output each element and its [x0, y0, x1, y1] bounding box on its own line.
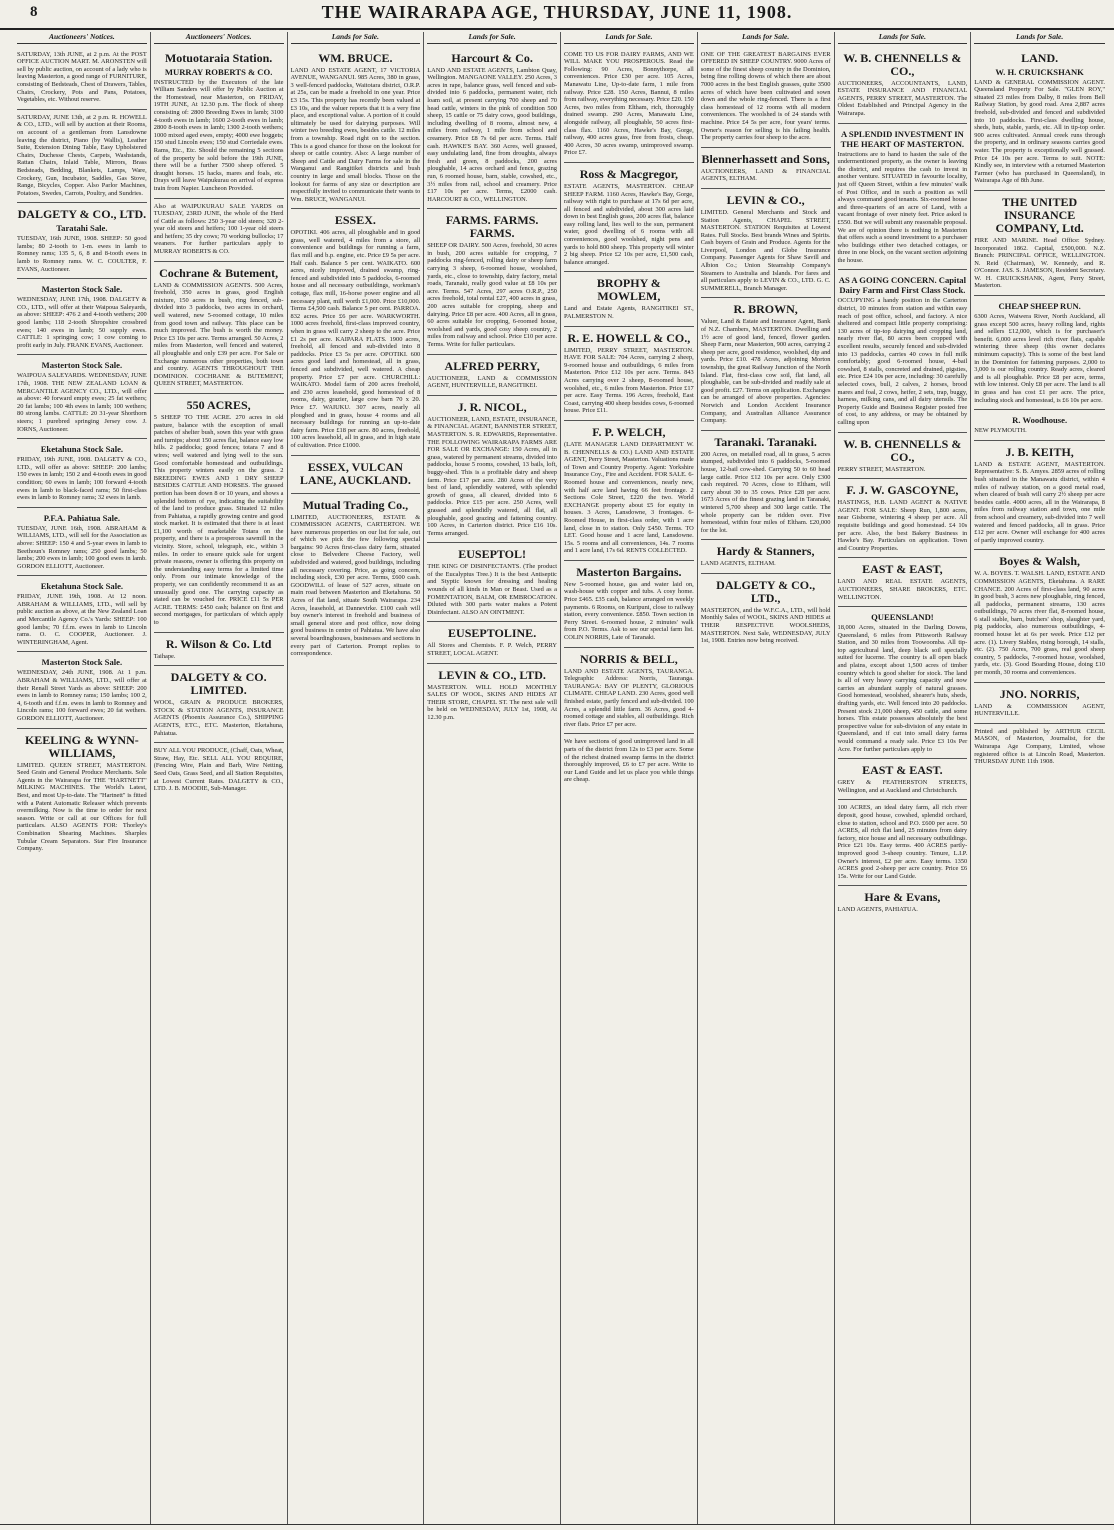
- ad-heading: LAND.: [1021, 50, 1059, 65]
- ad-body: LIMITED, AUCTIONEERS, ESTATE & COMMISSION AGENTS, CARTERTON. WE have numerous properties on our list for sale, out of which we pick the few following special bargains: 90 Acres first-class dairy farm, situated close to Belvedere Cheese Factory, well subdivided and watered, good buildings, including all necessary covering. Price, as going concern, including stock, £30 per acre. Terms, £600 cash. GOODWILL of lease of 527 acres, situate on main road between Masterton and Eketahuna. 50 Acres of flat land, situate South Wairarapa. 234 Acres, leasehold, at Dannevirke. £100 cash will buy owner's interest in freehold and business of small general store and post office, now doing good business in centre of Pahiatua. We have also several boardinghouses, businesses and sections in every part of Carterton. Prompt replies to correspondence.: [290, 513, 421, 658]
- column-3: [288, 32, 425, 1524]
- ad-heading: Blennerhassett and Sons,: [701, 151, 830, 166]
- ad-body: AUCTIONEERS, LAND & FINANCIAL AGENTS, ELTHAM.: [700, 167, 831, 183]
- ad-heading: THE UNITED INSURANCE COMPANY, Ltd.: [995, 194, 1084, 235]
- advertisement: [701, 431, 831, 541]
- ad-heading: W. B. CHENNELLS & CO.,: [843, 436, 962, 464]
- ad-body: AUCTIONEER, LAND, ESTATE, INSURANCE, & FINANCIAL AGENT, BANNISTER STREET, MASTERTON. S. R. EDWARDS, Representative. THE FOLLOWING WAIRARAPA FARMS ARE FOR SALE OR EXCHANGE: 150 Acres, all in grass, watered by permanent streams, divided into paddocks, house 5 rooms, cowshed, 13 bails, loft, buggy-shed. This is a profitable dairy and sheep farm. Price £17 per acre. 280 Acres of the very best of land, splendidly watered, with splendid growth of grass, all cleared, divided into 6 paddocks. Price £15 per acre. 250 Acres, well grassed and splendidly watered, all flat, all ploughable, good grazing and fattening country. 100 Acres, in Carterton district. Price £16 10s. Terms arranged.: [427, 415, 557, 537]
- ad-heading: J. B. KEITH,: [1005, 444, 1074, 459]
- ad-body: FIRE AND MARINE. Head Office: Sydney. Incorporated 1862. Capital, £500,000. N.Z. Branch: PRINCIPAL OFFICE, WELLINGTON. N. Reid (Chairman), W. Kennedy, and R. O'Connor. JAS. S. JAMESON, Resident Secretary. W. H. CRUICKSHANK, Agent, Perry Street, Masterton.: [974, 236, 1105, 290]
- column-header: Lands for Sale.: [838, 32, 968, 44]
- ad-heading: FARMS. FARMS. FARMS.: [445, 213, 539, 241]
- ad-subheading: R. Woodhouse.: [1012, 415, 1068, 426]
- column-1: [14, 32, 151, 1524]
- column-header: Lands for Sale.: [564, 32, 694, 44]
- ad-body: FRIDAY, 19th JUNE, 1908. DALGETY & CO., LTD., will offer as above: SHEEP: 200 lambs; 150 ewes in lamb; 150 2 and 4-tooth ewes in good condition; 60 ewes in lamb; 100 forward 4-tooth ewes in lamb to black-faced rams; 50 first-class ewes in lamb to Romney rams; 32 ewes in lamb.: [17, 456, 147, 502]
- ad-body: Valuer, Land & Estate and Insurance Agent, Bank of N.Z. Chambers, MASTERTON. Dwelling and 1½ acre of good land, fenced, flower garden. Sheep Farm, near Masterton, 900 acres, carrying 2 sheep per acre, good residence, woolshed, dip and yards. Price £10. 478 Acres, adjoining Morton township, the great Railway Junction of the North Island. Flat, first-class cow soil, flat land, all ploughable, can be sub-divided and readily sale at good profit. £27. Terms on application. Exchanges can be arranged of above properties. Agencies: Norwich and London Accident Insurance Company, and Australian Alliance Assurance Company.: [700, 318, 831, 425]
- masthead: [0, 0, 1114, 30]
- column-header: Lands for Sale.: [974, 32, 1105, 44]
- column-6: [698, 32, 835, 1524]
- ad-heading: F. J. W. GASCOYNE,: [846, 483, 959, 498]
- advertisement: [838, 759, 968, 800]
- column-header: Lands for Sale.: [701, 32, 831, 44]
- ad-body: WOOL, GRAIN & PRODUCE BROKERS, STOCK & STATION AGENTS, INSURANCE AGENTS (Phoenix Assurance Co.), SHIPPING AGENTS, ETC., ETC. Masterton, Eketahuna, Pahiatua.: [153, 699, 284, 737]
- ad-heading: DALGETY & CO. LIMITED.: [170, 670, 267, 698]
- ad-subheading: Masterton Stock Sale.: [41, 657, 123, 668]
- advertisement: [154, 394, 284, 633]
- ad-heading: Ross & Macgregor,: [579, 166, 679, 181]
- advertisement: [974, 441, 1105, 551]
- ad-heading: Boyes & Walsh,: [999, 554, 1081, 569]
- ad-body: LAND & COMMISSION AGENTS. 500 Acres, freehold, 350 acres in grass, good English mixture, 150 acres in bush, ring fenced, sub-divided into 3 paddocks, two acres in orchard, well watered, new 5-roomed cottage, 10 miles from good town and railway. This place can be much improved. The bush is worth the money. Price £3 10s per acre. Terms arranged. 50 Acres, 2 miles from Masterton, well fenced and watered, all ploughable and only £39 per acre. For Sale or Exchange numerous other properties, both town and country. AGENTS THROUGHOUT THE DOMINION. COCHRANE & BUTEMENT, QUEEN STREET, MASTERTON.: [153, 281, 284, 388]
- advertisement: [564, 327, 694, 421]
- column-5: [561, 32, 698, 1524]
- advertisement: [17, 355, 147, 439]
- ad-heading: R. Wilson & Co. Ltd: [165, 636, 272, 651]
- ad-subheading: CHEAP SHEEP RUN.: [998, 301, 1081, 312]
- advertisement: [291, 494, 421, 663]
- ad-heading: LEVIN & CO., LTD.: [438, 667, 546, 682]
- ad-body: SATURDAY, 13th JUNE, at 2 p.m. At the POST OFFICE AUCTION MART. M. ARONSTEN will sell by public auction, on account of a lady who is leaving Masterton, a good range of FURNITURE, consisting of Bedsteads, Chest of Drawers, Tables, Chairs, Crockery, Pots and Pans, Potatoes, Vegetables, etc. Without reserve.: [17, 50, 147, 104]
- ad-body: 100 ACRES, an ideal dairy farm, all rich river deposit, good house, cowshed, splendid orchard, close to station, school and P.O. £600 per acre. 50 ACRES, all rich flat land, 25 minutes from dairy factory, nice house and all necessary outbuildings. Price £21 10s. Easy terms. 400 ACRES partly-improved good 3-sheep country. Tenure, L.I.P. Owner's interest, £2 per acre. Easy terms. 1350 ACRES good 2-sheep per acre country. Price £6 15s. Write for our Land Guide.: [837, 804, 968, 880]
- ad-subheading: QUEENSLAND!: [871, 612, 934, 623]
- ad-body: LAND & COMMISSION AGENT, HUNTERVILLE.: [974, 702, 1105, 718]
- advertisement: [291, 209, 421, 455]
- ad-body: LIMITED. General Merchants and Stock and Station Agents, CHAPEL STREET, MASTERTON. STATION Requisites at Lowest Rates. Full Stocks. Best brands Wines and Spirits. Cash buyers of Grain and Produce. Agents for the Liverpool, London and Globe Insurance Company. Passenger Agents for Shaw Savill and Albion Co.; Union Steamship Company's Steamers to Australia and Islands. For fares and all particulars apply to LEVIN & CO., LTD. G. C. SUMMERELL, Branch Manager.: [700, 208, 831, 292]
- ad-body: HASTINGS, H.B. LAND AGENT & NATIVE AGENT. FOR SALE: Sheep Run, 1,800 acres, near Gisborne, wintering 4 sheep per acre. All requisite buildings and good homestead. £4 10s per acre. Also, the best Bakery Business in Hawke's Bay. Particulars on application. Town and Country Properties.: [837, 499, 968, 552]
- ad-body: 6300 Acres, Waiwera River, North Auckland, all grass except 500 acres, heavy rolling land, rights and sellers £12,000, which is for purchaser's benefit. 6,000 acres level rich river flats, capable wintering three sheep (this owner declares minimum capacity). This is some of the best land in the Dominion for fattening purposes. 2,000 to 3,000 is our rolling country. Ready acres, cleared and is all ploughable. Price £8 per acre, terms, with low interest. Only £8 per acre. The land is all in grass and has cost £1 per acre. The price, including stock and homestead, is £6 10s per acre.: [974, 313, 1105, 404]
- advertisement: [838, 800, 968, 886]
- ad-body: PERRY STREET, MASTERTON.: [837, 465, 926, 473]
- ad-heading: J. R. NICOL,: [457, 399, 527, 414]
- ad-heading: Masterton Bargains.: [576, 564, 682, 579]
- column-8: [971, 32, 1108, 1524]
- column-7: [835, 32, 972, 1524]
- advertisement: [427, 396, 557, 544]
- advertisement: [17, 279, 147, 355]
- ad-body: TUESDAY, JUNE 16th, 1908. ABRAHAM & WILLIAMS, LTD., will sell for the Association as above: SHEEP: 150 4 and 5-year ewes in lamb to Beethoun's Romney rams; 250 good lambs; 50 lambs; 200 ewes in lamb; 100 good ewes in lamb. GORDON ELLIOTT, Auctioneer.: [17, 524, 147, 570]
- ad-body: Instructions are to hand to hasten the sale of the undermentioned property, as the owner is leaving the district, and requires the cash to invest in another venture. SITUATED in favourite locality, just off Queen Street, within a few minutes' walk of Post Office, and in such a position as will always command good tenants. Six-roomed house and three-quarters of an acre of Land, with a vacant frontage of over ninety feet. Price asked is £550. But we will submit any reasonable proposal. We are of opinion there is nothing in Masterton that offers such a sound investment to a purchaser who buildings either two detached cottages, or three in one block, on the vacant section adjoining the house.: [837, 150, 968, 264]
- columns: [14, 32, 1108, 1524]
- ad-body: 200 Acres, on metalled road, all in grass, 5 acres stumped, subdivided into 6 paddocks, 5-roomed house, 12-bail cow-shed. Carrying 50 to 60 head large cattle. Price £12 10s per acre. Only £300 cash required. 70 Acres, close to Eltham, will carry about 30 to 35 cows. Price £28 per acre. 1673 Acres of the finest grazing land in Taranaki, wintered 5,700 sheep and 300 large cattle. The whole property can be ridden over. Five homestead, within four miles of Eltham. £20,000 for the lot.: [700, 450, 831, 534]
- ad-body: ONE OF THE GREATEST BARGAINS EVER OFFERED IN SHEEP COUNTRY. 9000 Acres of some of the finest sheep country in the Dominion, being fine rolling downs of which there are about 7000 acres in the best English grasses, quite 3500 acres of which have been cultivated and sown down and the whole ring-fenced. There is a first class homestead of 12 rooms with all modern conveniences. The woolshed is of 24 stands with machine. Price £4 5s per acre, four years' terms. Owner's reason for selling is his failing health. The property carries four sheep to the acre.: [700, 50, 831, 142]
- ad-subheading: Eketahuna Stock Sale.: [40, 444, 124, 455]
- ad-body: SHEEP OR DAIRY. 500 Acres, freehold, 30 acres in bush, 200 acres suitable for cropping, 7 paddocks ring-fenced, rolling dairy or sheep farm carrying 3 sheep, 6-roomed house, woolshed, yards, etc., close to township, dairy factory, metal roads, Taranaki, really good value at £8 10s per acre. Terms. 547 Acres, 297 acres O.R.P., 250 acres freehold, total rental £27, 400 acres in grass, 200 acres suitable for cropping, sheep and dairying. Price £8 per acre. 400 Acres, all in grass, 60 acres suitable for cropping, 6-roomed house, woolshed and yards, good cosy sheep country, 2 miles from railway and school. Price £10 per acre. Terms. Write for fuller particulars.: [427, 242, 557, 348]
- advertisement: [838, 433, 968, 480]
- ad-body: Taihape.: [153, 652, 176, 660]
- advertisement: [17, 110, 147, 204]
- advertisement: [564, 561, 694, 648]
- ad-body: COME TO US FOR DAIRY FARMS, AND WE WILL MAKE YOU PROSPEROUS. Read the Following: 90 Acres, Bonnythorpe, all conveniences. Price £30 per acre. 105 Acres, Manawatu Line, Up-to-date farm, 1 mile from railway. Price £28. 150 Acres, Bannui, 8 miles from railway, everything necessary. Price £20. 150 Acres, two miles from Eltham, rich, thoroughly drained swamp. 290 Acres, Manawatu Line, alongside railway, all ploughable, 50 acres first-class flax. 1160 Acres, Hawke's Bay, Gorge, railway, 400 acres grass, free from frosts, cheap. 400 Acres, 30 acres swamp, unimproved swamp. Price £7.: [564, 50, 694, 157]
- advertisement: [17, 652, 147, 728]
- ad-body: W. A. BOYES. T. WALSH. LAND, ESTATE AND COMMISSION AGENTS, Eketahuna. A RARE CHANCE. 200 Acres of first-class land, 90 acres in good bush, 3 acres new ploughable, ring fenced, all paddocks, permanent streams, 130 acres outbuildings, 70 acres river flat, 8-roomed house, 6 stall stable, barn, butchers' shop, slaughter yard, pig paddocks, also numerous outbuildings, 4-roomed house let at 6s per week. Price £12 per acre. (1). Livery Stables, rising borough, 14 stalls, etc. (2). 750 Acres, 700 grass, real good sheep country, 5 paddocks, 7-roomed house, woolshed, yards, etc. (3). Good Boarding House, doing £10 per month, 30 rooms and conveniences.: [974, 570, 1105, 677]
- page-number: 8: [30, 4, 38, 20]
- column-4: [424, 32, 561, 1524]
- ad-heading: ESSEX, VULCAN LANE, AUCKLAND.: [299, 459, 411, 487]
- ad-body: Land and Estate Agents, RANGITIKEI ST., PALMERSTON N.: [564, 305, 694, 321]
- advertisement: [154, 666, 284, 743]
- advertisement: [427, 543, 557, 622]
- column-header: Lands for Sale.: [291, 32, 421, 44]
- ad-body: BUY ALL YOU PRODUCE, (Chaff, Oats, Wheat, Straw, Hay, Etc. SELL ALL YOU REQUIRE, (Fencing Wire, Plain and Barb, Wire Netting, Seed Oats, Grass Seed, and all Station Requisites, at Lowest Current Rates. DALGETY & CO., LTD. J. B. MOODIE, Sub-Manager.: [153, 747, 284, 793]
- ad-heading: Hare & Evans,: [864, 890, 941, 905]
- ad-body: LIMITED, PERRY STREET, MASTERTON. HAVE FOR SALE: 704 Acres, carrying 2 sheep, 9-roomed house and outbuildings, 6 miles from Masterton. Price £12 10s per acre. Terms. 843 Acres carrying over 2 sheep, 8-roomed house, woolshed, etc., 6 miles from Masterton. Price £17 per acre. Easy Terms. 196 Acres, freehold, East Coast, carrying 400 sheep besides cows, 6-roomed house. Price £11.: [564, 346, 694, 415]
- ad-heading: W. B. CHENNELLS & CO.,: [843, 50, 962, 78]
- advertisement: [154, 47, 284, 199]
- advertisement: [838, 607, 968, 759]
- bottom-rule: [0, 1524, 1114, 1530]
- ad-body: SATURDAY, JUNE 13th, at 2 p.m. R. HOWELL & CO., LTD., will sell by auction at their Rooms, on account of a gentleman from Lansdowne leaving the district, Piano (by Wallis), Leather Suite, Extension Dining Table, Easy Upholstered Chairs, Duchesse Chests, Carpets, Washstands, Rattan Chairs, Inlaid Table, Mirrors, Brass Bedsteads, Bedding, Blankets, Lamps, Ware, Crockery, Gun, Incubator, Saddles, Gas Stove, Range, Bicycles, Copper. Also Parlor Machines, Potatoes, Swedes, Carrots, Poultry, and Sundries.: [17, 113, 147, 197]
- ad-body: LAND AGENTS, PAHIATUA.: [837, 906, 918, 914]
- ad-body: ESTATE AGENTS, MASTERTON. CHEAP SHEEP FARM. 1160 Acres, Hawke's Bay, Gorge, railway with right to purchase at 17s 6d per acre, all fenced and subdivided, about 300 acres laid down in best English grass, 200 acres flat, balance easy rolling land, lies well to the sun, permanent water, good dwelling of 6 rooms with all conveniences, good woolshed, night pens and yards to hold 800 sheep. This property will winter 2 big sheep. Price £2 10s per acre, £1,500 cash, balance arranged.: [564, 182, 694, 266]
- ad-heading: Cochrane & Butement,: [159, 265, 279, 280]
- ad-heading: Hardy & Stanners,: [716, 544, 815, 559]
- advertisement: [838, 558, 968, 607]
- advertisement: [701, 47, 831, 148]
- advertisement: [154, 199, 284, 262]
- ad-heading: DALGETY & CO., LTD.: [17, 207, 147, 222]
- advertisement: [974, 191, 1105, 296]
- ad-body: NEW PLYMOUTH.: [974, 427, 1027, 435]
- advertisement: [838, 124, 968, 271]
- ad-subheading: Masterton Stock Sale.: [41, 284, 123, 295]
- ad-heading: JNO. NORRIS,: [999, 686, 1080, 701]
- ad-body: AUCTIONEER, LAND & COMMISSION AGENT, HUNTERVILLE, RANGITIKEI.: [427, 374, 557, 390]
- advertisement: [564, 272, 694, 326]
- advertisement: [427, 622, 557, 663]
- ad-body: WEDNESDAY, 24th JUNE, 1908. At 1 p.m. ABRAHAM & WILLIAMS, LTD., will offer at their Renall Street Yards as above: SHEEP: 200 ewes in lamb to Romney rams; 150 lambs; 100 2, 4, 6-tooth and f.f.m. ewes in lamb to Romney and Lincoln rams; 100 forward ewes; 20 fat wethers. GORDON ELLIOTT, Auctioneer.: [17, 669, 147, 722]
- advertisement: [427, 664, 557, 727]
- advertisement: [701, 148, 831, 189]
- advertisement: [154, 743, 284, 798]
- ad-subheading: A SPLENDID INVESTMENT IN THE HEART OF MASTERTON.: [840, 128, 965, 149]
- ad-body: LAND & ESTATE AGENT, MASTERTON. Representative: S. B. Amyes. 2859 acres of rolling bush situated in the Manawatu district, within 4 miles of railway station, on a good metal road, when cleared of bush will carry 2½ sheep per acre besides cattle. 4000 acres, all in the Wairarapa, 8 miles from railway station and town, one mile from school and creamery, sub-divided into 7 well watered and fenced paddocks, all in grass. Price £12 per acre. Owner will exchange for 400 acres of partly improved country.: [974, 460, 1105, 544]
- ad-body: FRIDAY, JUNE 19th, 1908. At 12 noon. ABRAHAM & WILLIAMS, LTD., will sell by public auction as above, at the New Zealand Loan and Mercantile Agency Co.'s Yards: SHEEP: 100 good lambs; 70 f.f.m. ewes in lamb to Lincoln rams. O. C. COOPER, Auctioneer. J. WINTERINGHAM, Agent.: [17, 593, 147, 646]
- ad-heading: EUSEPTOL!: [458, 547, 527, 562]
- advertisement: [17, 729, 147, 858]
- ad-heading: EUSEPTOLINE.: [448, 626, 537, 641]
- advertisement: [427, 47, 557, 210]
- advertisement: [974, 724, 1105, 771]
- ad-body: We have sections of good unimproved land in all parts of the district from 12s to £3 per acre. Some of the richest drained swamp farms in the district thoroughly improved, £6 to £7 per acre. Write to our Land Guide and let us place you while things are cheap.: [564, 738, 694, 784]
- advertisement: [838, 886, 968, 919]
- column-header: Lands for Sale.: [427, 32, 557, 44]
- ad-body: THE KING OF DISINFECTANTS. (The product of the Eucalyptus Tree.) It is the best Antiseptic and Styptic known for dressing and healing wounds of all kinds in Man or Beast. Used as a FOMENTATION, BALM, OR EMBROCATION. Diluted with 300 parts water makes a Potent Disinfectant. ALSO AN OINTMENT.: [427, 563, 557, 616]
- advertisement: [17, 439, 147, 508]
- advertisement: [564, 648, 694, 735]
- ad-subheading: P.F.A. Pahiatua Sale.: [43, 512, 120, 523]
- ad-body: OPOTIKI. 406 acres, all ploughable and in good grass, well watered, 4 miles from a store, all convenience and buildings for running a farm, flax mill and b.p. engine, etc. Price £9 5s per acre. Half cash. Balance 5 per cent. WAIKATO. 600 acres, nicely improved, drained swamp, ring-fenced and subdivided into 5 paddocks, 6-roomed house and all necessary outbuildings, workman's cottage, flax mill, 16-horse power engine and all necessary plant, mill worth £1,000. Price £10,000. Terms £4,500 cash. Balance 5 per cent. PARROA. 832 acres. Price £6 per acre. WARKWORTH. 1000 acres freehold, first-class improved country, when in grass will carry 2 sheep to the acre. Price £1 2s per acre. KAIPARA FLATS. 1900 acres, freehold, all fenced and sub-divided into 8 paddocks. Price £3 5s per acre. OPOTIKI. 600 acres good land and homestead, all in grass, fenced and subdivided, well watered. A cheap property. Price £7 per acre. CHURCHILL: WAIKATO. Model farm of 200 acres freehold, and 230 acres leasehold, good homestead of 8 rooms, dairy, grazier, large cow barn 70 x 20. Price £7. WAIUKU. 307 acres, nearly all ploughed and in grass, house 4 rooms and all necessary buildings for running an up-to-date dairy farm. Price £18 per acre. 80 acres, freehold, 100 acres leasehold, all in grass, and in high state of cultivation. Price £1000.: [290, 229, 421, 449]
- ad-heading: WM. BRUCE.: [318, 50, 393, 65]
- ad-heading: ALFRED PERRY,: [444, 358, 540, 373]
- ad-heading: LEVIN & CO.,: [726, 192, 805, 207]
- ad-body: All Stores and Chemists. F. P. Welch, PERRY STREET, LOCAL AGENT.: [427, 642, 557, 658]
- advertisement: [427, 209, 557, 354]
- advertisement: [154, 633, 284, 667]
- ad-body: Printed and published by ARTHUR CECIL MASON, of Masterton, Journalist, for the Wairarapa Age Company, Limited, whose registered office is at Lincoln Road, Masterton. THURSDAY JUNE 11th 1908.: [974, 727, 1105, 766]
- advertisement: [838, 479, 968, 558]
- advertisement: [838, 270, 968, 432]
- ad-heading: DALGETY & CO., LTD.,: [716, 577, 816, 605]
- ad-body: LAND AND ESTATE AGENTS, Lambton Quay, Wellington. MANGAONE VALLEY. 250 Acres, 3 acres in rape, balance grass, well fenced and sub-divided into 6 paddocks, permanent water, rich loam soil, at present carrying 700 sheep and 70 head cattle, winters in the pink of condition 500 sheep, 15 cattle or 75 dairy cows, good buildings, including dwelling of 8 rooms, almost new, 4 miles from railway, 1 mile from school and creamery. Price £8 7s 6d per acre. Terms. Half cash. HAWKE'S BAY. 360 Acres, well grassed, easy undulating land, fine from droughts, always fresh and green, 8 paddocks, 200 acres ploughable, 14 acres orchard and fence, grazing run, 6 roomed house, barn, stable, cowshed, etc., 3½ miles from rail, school and creamery. Price £17 10s per acre. Terms, £2000 cash. HARCOURT & CO., WELLINGTON.: [427, 66, 557, 203]
- ad-body: LAND AND ESTATE AGENT, 17 VICTORIA AVENUE, WANGANUI. 985 Acres, 380 in grass, 3 well-fenced paddocks, Waitotara district, O.R.P. at 25s, can be made a freehold in one year. Price £3 15s. This property has recently been valued at £3 10s, and the valuer reports that it is a very fine place, and exceptional value. A portion of it could ultimately be used for dairying purposes. Will winter two breeding ewes, besides cattle. 12 miles from a township. Road right on to the section. This is a good chance for those on the lookout for sheep or cattle country. Also: A large number of Sheep and Cattle and Dairy Farms for sale in the Wanganui and Rangitikei districts and bush country in large and small blocks. Those on the lookout for farms of any size or description are respectfully invited to communicate their wants to Wm. BRUCE, WANGANUI.: [290, 66, 421, 203]
- ad-heading: BROPHY & MOWLEM,: [596, 276, 661, 304]
- advertisement: [17, 203, 147, 279]
- ad-body: OCCUPYING a handy position in the Carterton district, 10 minutes from station and within easy reach of post office, school, and factory. A nice sheltered and compact little property comprising: 130 acres of tip-top dairying and cropping land, nearly river flat, 80 acres been cropped with excellent results, securely fenced and sub-divided into 13 paddocks, carries 40 cows in full milk comfortably; good 6-roomed house, 4-bail cowshed, 8 stalls, concreted and drained, pigsties, etc. Price £24 10s per acre, including: 30 carefully selected cows, bull, 2 calves, 2 horses, brood mares and foal, 2 cows, heifer, 2 sets, trap, buggy, harness, milking cans, and all dairy utensils. The Property Guide and Business Register posted free of cost, to any address, or may be obtained by calling upon: [837, 297, 968, 426]
- advertisement: [701, 298, 831, 430]
- advertisement: [17, 508, 147, 577]
- column-header: Auctioneers' Notices.: [154, 32, 284, 44]
- advertisement: [154, 262, 284, 394]
- ad-body: WAIPOUA SALEYARDS. WEDNESDAY, JUNE 17th, 1908. THE NEW ZEALAND LOAN & MERCANTILE AGENCY CO., LTD., will offer as above: 40 forward empty ewes; 25 fat wethers; 20 fat lambs; 100 4th ewes in lamb; 100 wethers; 80 strong lambs. CATTLE: 20 31-year Shorthorn steers; 1 purebred springing Jersey cow. J. IORNS, Auctioneer.: [17, 372, 147, 433]
- advertisement: [564, 734, 694, 789]
- column-2: [151, 32, 288, 1524]
- ad-body: GREY & FEATHERSTON STREETS, Wellington, and at Auckland and Christchurch.: [837, 779, 968, 794]
- advertisement: [974, 47, 1105, 191]
- ad-body: LAND AGENTS, ELTHAM.: [700, 560, 776, 568]
- ad-subheading: Masterton Stock Sale.: [41, 360, 123, 371]
- advertisement: [701, 189, 831, 299]
- ad-subheading: AS A GOING CONCERN. Capital Dairy Farm and First Class Stock.: [838, 275, 966, 296]
- ad-heading: NORRIS & BELL,: [580, 651, 678, 666]
- ad-body: New 5-roomed house, gas and water laid on, wash-house with copper and tubs. A cosy home. Price £465. £35 cash, balance arranged on weekly payments. 6 Rooms, on Kuripuni, close to railway station, every convenience. £850. Town section in Perry Street. 6-roomed house, 2 minutes' walk from P.O. Terms. Ask to see our special farm list. COLIN NORRIS, Late of Taranaki.: [564, 580, 694, 642]
- advertisement: [974, 550, 1105, 682]
- ad-heading: KEELING & WYNN-WILLIAMS,: [24, 732, 139, 760]
- ad-heading: Motuotaraia Station.: [164, 50, 273, 65]
- advertisement: [701, 574, 831, 650]
- advertisement: [564, 421, 694, 561]
- ad-body: LAND & GENERAL COMMISSION AGENT. Queensland Property For Sale. "GLEN ROY," situated 23 miles from Dalby, 8 miles from Bell Railway Station, by good road. Area 2,887 acres freehold, sub-divided and fenced and subdivided into 10 paddocks. First-class dwelling house, sheds, huts, stable, yards, etc. All in tip-top order. 900 acres cultivated. Annual creek runs through the property, and in ordinary seasons carries good water. The property is exceptionally well grassed. Price £4 10s per acre. Terms to suit. NOTE: Kindly see, in interview with a returned Masterton Farmer (who has purchased in Queensland), in Wairarapa Age of 8th June.: [974, 78, 1105, 185]
- ad-heading: ESSEX.: [334, 213, 376, 228]
- advertisement: [427, 355, 557, 396]
- ad-heading: Harcourt & Co.: [451, 50, 533, 65]
- advertisement: [974, 683, 1105, 724]
- advertisement: [701, 540, 831, 574]
- ad-subheading: Eketahuna Stock Sale.: [40, 581, 124, 592]
- advertisement: [17, 47, 147, 110]
- advertisement: [17, 576, 147, 652]
- ad-body: LAND AND REAL ESTATE AGENTS, AUCTIONEERS, SHARE BROKERS, ETC. WELLINGTON.: [837, 578, 968, 601]
- ad-subheading: W. H. CRUICKSHANK: [995, 66, 1084, 77]
- ad-body: WEDNESDAY, JUNE 17th, 1908. DALGETY & CO., LTD., will offer at their Waipoua Saleyards, as above: SHEEP: 476 2 and 4-tooth wethers; 200 good lambs; 118 2-tooth Shropshire crossbred ewes; 140 ewes in lamb; 50 supply ewes. CATTLE: 1 springing cow; 1 cow coming to profit early in July. FRANK EVANS, Auctioneer.: [17, 296, 147, 349]
- ad-heading: EAST & EAST.: [862, 763, 943, 778]
- advertisement: [291, 47, 421, 210]
- column-header: Auctioneers' Notices.: [17, 32, 147, 44]
- ad-body: MASTERTON. WILL HOLD MONTHLY SALES OF WOOL, SKINS AND HIDES AT THEIR STORE, CHAPEL ST. The next sale will be held on WEDNESDAY, JULY 1st, 1908, At 12.30 p.m.: [427, 683, 557, 721]
- ad-body: 18,000 Acres, situated in the Darling Downs, Queensland, 6 miles from Pittsworth Railway Station, and 30 miles from Toowoomba. All tip-top agricultural land, deep black soil specially suited for lucerne. The country is all open black and plains, except about 1,500 acres of timber country which is good shelter for stock. The land is all of very heavy carrying capacity and now carries an abundant supply of natural grasses. Good homestead, woolshed, shearer's huts, sheds, drafting yards, etc. Well fenced into 20 paddocks. Present stock 21,000 sheep, 450 cattle, and some horses. This estate possesses absolutely the best prospective value for sub-division of any estate in Queensland, and if cut into small dairy farms would command a ready sale. Price £3 10s Per Acre. For further particulars apply to: [837, 624, 968, 753]
- ad-subheading: MURRAY ROBERTS & CO.: [164, 66, 273, 77]
- ad-body: AUCTIONEERS, ACCOUNTANTS, LAND, ESTATE INSURANCE AND FINANCIAL AGENTS, PERRY STREET, MASTERTON. The Oldest Established and Principal Agency in the Wairarapa.: [837, 79, 968, 117]
- advertisement: [974, 296, 1105, 410]
- advertisement: [838, 47, 968, 124]
- ad-heading: 550 ACRES,: [186, 397, 251, 412]
- ad-heading: R. E. HOWELL & CO.,: [567, 330, 691, 345]
- ad-subheading: Taratahi Sale.: [56, 223, 108, 234]
- ad-body: TUESDAY, 16th JUNE, 1908. SHEEP: 50 good lambs; 80 2-tooth to 1-m. ewes in lamb to Romney rams; 135 5, 6, 8 and 8-tooth ewes in lamb to Romney rams. W. C. COULTER, F. EVANS, Auctioneer.: [17, 235, 147, 273]
- ad-body: LIMITED. QUEEN STREET, MASTERTON. Seed Grain and General Produce Merchants. Sole Agents in the Wairarapa for THE "HARTNETT" MILKING MACHINES. The World's Latest, Best, and most Up-to-date. The "Hartnett" is fitted with a Patent Automatic Releaser which prevents overmilking. Now is the time to order for next season. Write or call at our Offices for full particulars. ALSO AGENTS FOR: Thorley's Combination Shearing Machines. Sharples Tubular Cream Separators. Star Fire Insurance Company.: [17, 761, 147, 853]
- ad-body: MASTERTON, and the W.F.C.A., LTD., will hold Monthly Sales of WOOL, SKINS AND HIDES at THEIR RESPECTIVE WOOLSHEDS, MASTERTON. Next Sale, WEDNESDAY, JULY 1st, 1908. Entries now being received.: [700, 606, 831, 645]
- ad-body: LAND AND ESTATE AGENTS, TAURANGA. Telegraphic Address: Norris, Tauranga. TAURANGA: BAY OF PLENTY, GLORIOUS CLIMATE. CHEAP LAND. 230 Acres, good well finished estate, partly fenced and sub-divided. 100 Acres, a splendid little farm. 36 Acres, good 4-roomed cottage and stables, all outbuildings. Rich river flats. Price £7 per acre.: [564, 667, 694, 728]
- ad-heading: R. BROWN,: [733, 302, 798, 317]
- advertisement: [974, 410, 1105, 441]
- ad-body: INSTRUCTED by the Executors of the late William Sanders will offer by Public Auction at the Homestead, near Masterton, on FRIDAY, 19TH JUNE, At 12.30 p.m. The flock of sheep consisting of: 2800 Breeding Ewes in lamb; 3100 4-tooth ewes in lamb; 1600 2-tooth ewes in lamb; 2800 8-tooth ewes in lamb; 1300 2-tooth wethers; 1000 mixed aged ewes, empty; 4000 ewe hoggets; 150 stud Lincoln ewes; 150 stud Corriedale ewes. Rams, Etc., Etc. Should the remaining 5 sections of the property be sold before the 19th JUNE, there will be a further 7500 sheep offered. 5 draught horses. 15 hacks, mares and foals, etc. Drays will leave Waipukurau on arrival of express train from Napier. Luncheon Provided.: [153, 78, 284, 192]
- ad-body: 5 SHEEP TO THE ACRE. 270 acres in old pasture, balance with the exception of small patches of shelter bush, sown this year with grass and turnips; about 150 acres flat, balance easy low hills. 2 paddocks; good fences; totara 7 and 8 wires; well watered and lying well to the sun. Good comfortable homestead and outbuildings. This property winters easily on the grass. 2 BREEDING EWES AND 1 DRY SHEEP BESIDES CATTLE AND HORSES. The grassed portion has been down 8 or 10 years, and shows a splendid bottom of rye, indicating the suitability of the land to produce grass. Situated 12 miles from Pahiatua, a rapidly growing centre and good stock market. It is estimated that there is at least £1,100 worth of marketable Totara on the property, and there is a prosperous sawmill in the vicinity. Store, school, telegraph, etc., within 3 miles. In order to ensure quick sale for urgent private reasons, owner is offering this property on the understanding easy terms for a limited time only. From our intimate knowledge of the property, we can confidently recommend it as an unusually good one. The carrying capacity as stated can be vouched for. PRICE £11 5s PER ACRE. TERMS: £450 cash; balance on first and second mortgages, for particulars of which apply to: [153, 413, 284, 626]
- ad-heading: EAST & EAST,: [862, 562, 943, 577]
- advertisement: [564, 163, 694, 273]
- ad-body: (LATE MANAGER LAND DEPARTMENT W. B. CHENNELLS & CO.) LAND AND ESTATE AGENT, Perry Street, Masterton. Valuations made of Town and Country Property. Agent: Yorkshire Insurance Coy., Fire and Accident. FOR SALE. 6-Roomed house and conveniences, nearly new, with half acre land having 66 feet frontage. 2 Sections Cole Street, £220 the two. World EXCHANGE property about £5 for equity in houses. 3 Acres, Lansdowne, 3 frontages. 6-Roomed House, in first-class order, with 1 acre land, close in to station. Only £450. Terms. TO LET. Good house and 1 acre land, Lansdowne. 15s. 5 rooms and all conveniences, 14s. 7 rooms and 1 acre land, 17s 6d. RENTS COLLECTED.: [564, 440, 694, 555]
- advertisement: [291, 456, 421, 494]
- ad-body: Also at WAIPUKURAU SALE YARDS on TUESDAY, 23RD JUNE, the whole of the Herd of Cattle as follows: 250 3-year old steers; 320 2-year old steers and heifers; 100 1-year old steers and heifers; 35 dry cows; 70 working bullocks; 17 weaners. For further particulars apply to MURRAY ROBERTS & CO.: [153, 202, 284, 256]
- ad-heading: F. P. WELCH,: [592, 424, 666, 439]
- advertisement: [564, 47, 694, 163]
- ad-heading: Taranaki. Taranaki.: [714, 434, 817, 449]
- newspaper-title: THE WAIRARAPA AGE, THURSDAY, JUNE 11, 1908.: [321, 2, 793, 22]
- ad-heading: Mutual Trading Co.,: [302, 497, 409, 512]
